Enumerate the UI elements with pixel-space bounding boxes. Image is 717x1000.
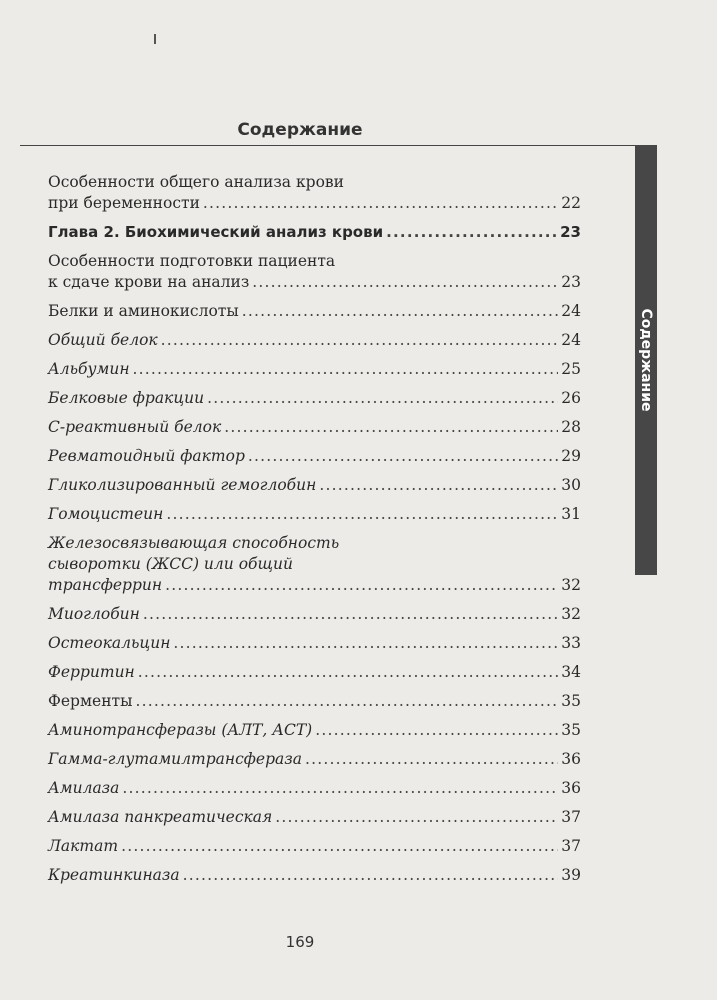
- side-tab-label: Содержание: [638, 308, 654, 412]
- toc-entry[interactable]: [48, 446, 581, 467]
- toc-entry[interactable]: [48, 691, 581, 712]
- toc-entry-row: [48, 417, 581, 438]
- toc-entry-page: 25: [561, 360, 581, 378]
- dot-leader: [248, 446, 558, 467]
- toc-entry-title: Гомоцистеин: [48, 505, 164, 523]
- toc-entry-row: [48, 388, 581, 409]
- toc-entry-page: 32: [561, 605, 581, 623]
- toc-entry-page: 28: [561, 418, 581, 436]
- toc-entry-title: Амилаза: [48, 779, 120, 797]
- toc-entry-row: [48, 575, 581, 596]
- toc-entry-row: [48, 633, 581, 654]
- header-divider: [20, 145, 640, 146]
- toc-entry[interactable]: [48, 417, 581, 438]
- toc-entry-title: Миоглобин: [48, 605, 140, 623]
- toc-entry[interactable]: [48, 778, 581, 799]
- page-title: Содержание: [237, 120, 363, 140]
- dot-leader: [207, 388, 558, 409]
- toc-entry[interactable]: [48, 533, 581, 596]
- toc-entry-row: [48, 865, 581, 886]
- dot-leader: [203, 193, 558, 214]
- toc-entry[interactable]: [48, 504, 581, 525]
- toc-entry-title: Остеокальцин: [48, 634, 171, 652]
- dot-leader: [165, 575, 558, 596]
- toc-entry-row: [48, 749, 581, 770]
- toc-entry-title-line: сыворотки (ЖСС) или общий: [48, 555, 293, 573]
- table-of-contents: [48, 172, 581, 894]
- toc-entry-page: 37: [561, 837, 581, 855]
- toc-entry-page: 29: [561, 447, 581, 465]
- toc-entry-page: 24: [561, 302, 581, 320]
- dot-leader: [138, 662, 559, 683]
- dot-leader: [133, 359, 559, 380]
- dot-leader: [252, 272, 558, 293]
- dot-leader: [135, 691, 558, 712]
- toc-entry-page: 33: [561, 634, 581, 652]
- toc-entry[interactable]: [48, 720, 581, 741]
- dot-leader: [166, 504, 558, 525]
- toc-entry[interactable]: [48, 662, 581, 683]
- toc-entry-title: Гамма-глутамилтрансфераза: [48, 750, 302, 768]
- toc-entry-row: [48, 691, 581, 712]
- toc-entry[interactable]: [48, 633, 581, 654]
- dot-leader: [122, 778, 558, 799]
- dot-leader: [386, 222, 557, 243]
- toc-entry-row: [48, 604, 581, 625]
- toc-entry[interactable]: [48, 172, 581, 214]
- toc-entry-title-line: Железосвязывающая способность: [48, 534, 340, 552]
- toc-entry-page: 26: [561, 389, 581, 407]
- dot-leader: [224, 417, 558, 438]
- toc-entry-page: 31: [561, 505, 581, 523]
- dot-leader: [305, 749, 558, 770]
- toc-entry-page: 37: [561, 808, 581, 826]
- dot-leader: [242, 301, 559, 322]
- toc-entry-page: 22: [561, 194, 581, 212]
- toc-entry-row: [48, 330, 581, 351]
- toc-entry[interactable]: [48, 865, 581, 886]
- toc-entry-title: Общий белок: [48, 331, 158, 349]
- toc-entry[interactable]: [48, 807, 581, 828]
- toc-entry-row: [48, 807, 581, 828]
- toc-entry-title-line: Особенности подготовки пациента: [48, 252, 336, 270]
- toc-entry[interactable]: [48, 836, 581, 857]
- toc-entry[interactable]: [48, 388, 581, 409]
- dot-leader: [143, 604, 558, 625]
- toc-entry-title: Ферменты: [48, 692, 133, 710]
- toc-entry-row: [48, 272, 581, 293]
- section-side-tab: [635, 145, 657, 575]
- toc-entry-page: 35: [561, 692, 581, 710]
- toc-entry-row: [48, 662, 581, 683]
- toc-entry-row: [48, 359, 581, 380]
- toc-entry[interactable]: [48, 475, 581, 496]
- toc-entry-title: Альбумин: [48, 360, 130, 378]
- toc-entry-title: Амилаза панкреатическая: [48, 808, 273, 826]
- toc-entry-row: [48, 504, 581, 525]
- toc-entry-page: 23: [561, 273, 581, 291]
- toc-entry-title: Ферритин: [48, 663, 135, 681]
- toc-entry-title: Креатинкиназа: [48, 866, 180, 884]
- toc-entry-row: [48, 720, 581, 741]
- toc-entry-title: Глава 2. Биохимический анализ крови: [48, 223, 384, 241]
- toc-entry[interactable]: [48, 222, 581, 243]
- toc-entry[interactable]: [48, 359, 581, 380]
- toc-entry-row: [48, 475, 581, 496]
- dot-leader: [161, 330, 559, 351]
- dot-leader: [319, 475, 558, 496]
- toc-entry-page: 34: [561, 663, 581, 681]
- toc-entry-title: Аминотрансферазы (АЛТ, АСТ): [48, 721, 313, 739]
- toc-entry-title: С-реактивный белок: [48, 418, 222, 436]
- toc-entry-page: 36: [561, 750, 581, 768]
- toc-entry-page: 24: [561, 331, 581, 349]
- toc-entry[interactable]: [48, 301, 581, 322]
- toc-entry-page: 32: [561, 576, 581, 594]
- toc-entry-title: Лактат: [48, 837, 119, 855]
- toc-entry-row: [48, 836, 581, 857]
- toc-entry-title: к сдаче крови на анализ: [48, 273, 250, 291]
- dot-leader: [173, 633, 558, 654]
- toc-entry-page: 39: [561, 866, 581, 884]
- toc-entry-row: [48, 301, 581, 322]
- toc-entry-page: 30: [561, 476, 581, 494]
- toc-entry-row: [48, 222, 581, 243]
- toc-entry[interactable]: [48, 330, 581, 351]
- toc-entry-page: 23: [560, 223, 581, 241]
- toc-entry-row: [48, 193, 581, 214]
- toc-entry-title: Белки и аминокислоты: [48, 302, 239, 320]
- toc-entry-page: 36: [561, 779, 581, 797]
- toc-entry-title: Белковые фракции: [48, 389, 205, 407]
- toc-entry-row: [48, 446, 581, 467]
- toc-entry-title: Ревматоидный фактор: [48, 447, 245, 465]
- toc-entry[interactable]: [48, 604, 581, 625]
- dot-leader: [121, 836, 558, 857]
- dot-leader: [315, 720, 558, 741]
- dot-leader: [275, 807, 558, 828]
- toc-entry[interactable]: [48, 251, 581, 293]
- toc-entry-title: Гликолизированный гемоглобин: [48, 476, 317, 494]
- toc-entry-title: трансферрин: [48, 576, 163, 594]
- page-number: 169: [285, 933, 315, 951]
- dot-leader: [183, 865, 559, 886]
- toc-entry-row: [48, 778, 581, 799]
- toc-entry-title: при беременности: [48, 194, 200, 212]
- page-mark: [154, 34, 156, 44]
- toc-entry-title-line: Особенности общего анализа крови: [48, 173, 344, 191]
- toc-entry[interactable]: [48, 749, 581, 770]
- toc-entry-page: 35: [561, 721, 581, 739]
